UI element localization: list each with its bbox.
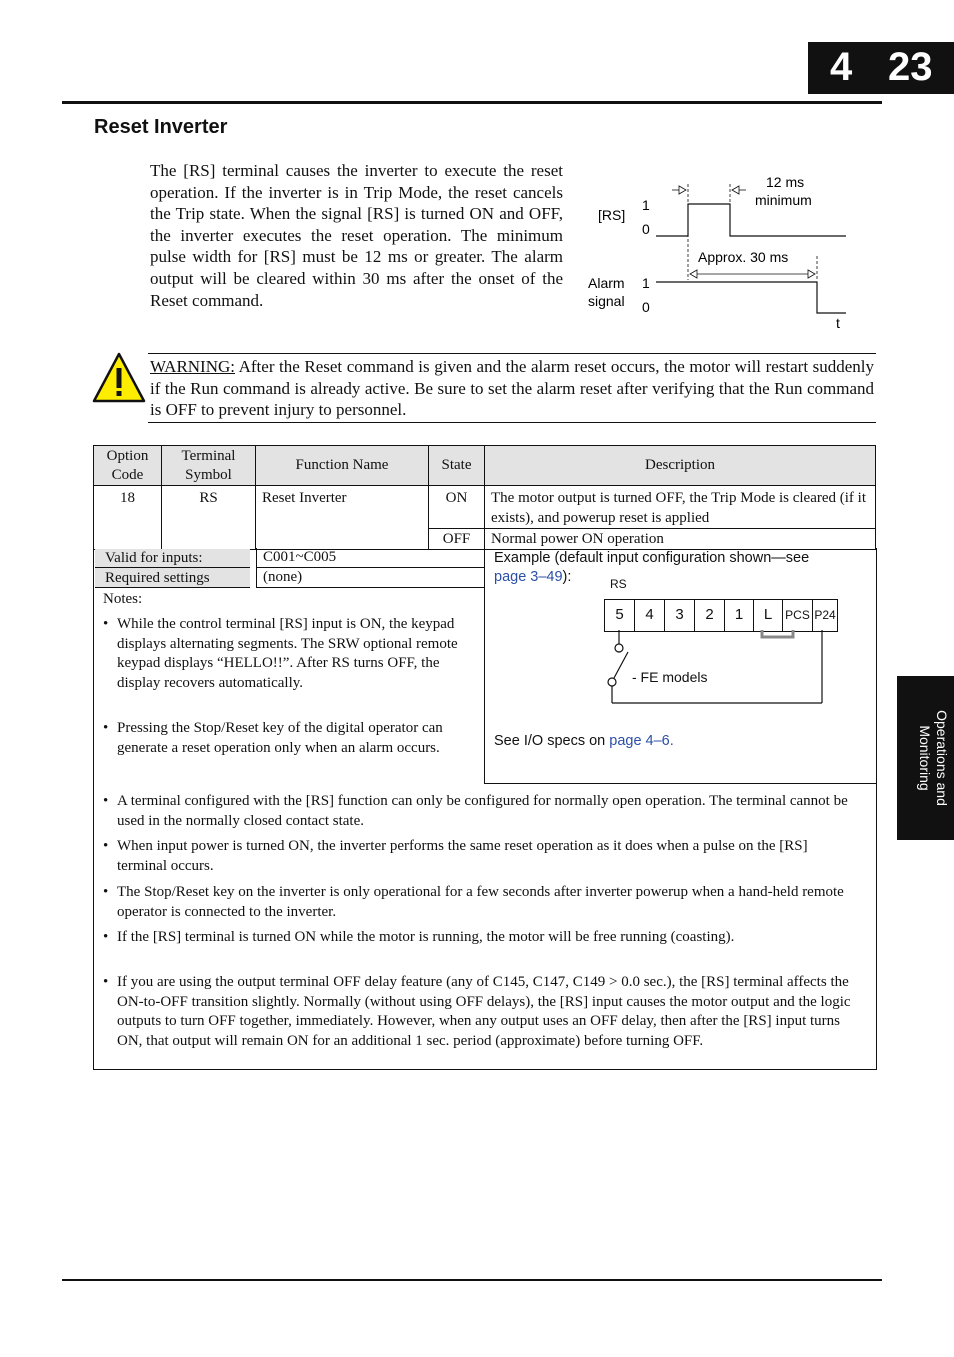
header-option-code: Option Code — [94, 446, 162, 486]
side-tab[interactable] — [897, 676, 954, 840]
details-box: Valid for inputs: Required settings C001~C005 (none) Notes: • While the control terminal [RS] input is ON, the keypad displays alternating segments. The SRW optional remote keypad displays “HELLO!!”. After RS turns OFF, the display recovers automatically. • Pressing the Stop/Reset key of the digital operator can generate a reset operation only when an alarm occurs. Example (default input configuration shown—see page 3–49): RS 5 4 3 2 1 L PCS P24 - FE models See I/O specs on page 4–6. • A terminal configured with the [RS] function can only be configured for normally open operation. The terminal cannot be used in the normally closed contact state. • When input power is turned ON, the inverter performs the same reset operation as it does when a pulse on the [RS] terminal occurs. • The Stop/Reset key on the inverter is only operational for a few seconds after inverter powerup when a hand-held remote operator is connected to the inverter. • If the [RS] terminal is turned ON while the motor is running, the motor will be free running (coasting). • If you are using the output terminal OFF delay feature (any of C145, C147, C149 > 0.0 sec.), the [RS] terminal affects the ON-to-OFF transition slightly. Normally (without using OFF delays), the [RS] input causes the motor output and the logic outputs to turn OFF together, immediately. However, when any output uses an OFF delay, then after the [RS] input turns ON, that output will remain ON for an additional 1 sec. period (approximate) before turning OFF. — [93, 548, 877, 1070]
cell-terminal-symbol: RS — [162, 486, 256, 550]
chapter-page-badge — [808, 42, 954, 94]
side-tab-label: Operations and Monitoring — [917, 710, 950, 806]
cell-desc-off: Normal power ON operation — [485, 529, 876, 550]
required-settings-label: Required settings — [105, 570, 210, 586]
valid-inputs-label: Valid for inputs: — [105, 550, 203, 566]
cell-desc-on: The motor output is turned OFF, the Trip Mode is cleared (if it exists), and powerup reset is applied — [485, 486, 876, 529]
chapter-number: 4 — [830, 45, 853, 89]
warning-body: After the Reset command is given and the alarm reset occurs, the motor will restart suddenly if the Run command is already active. Be sure to set the alarm reset after verifying that the Run command is OFF to prevent injury to personnel. — [150, 357, 874, 419]
section-title: Reset Inverter — [94, 116, 228, 138]
page-3-49-link[interactable]: page 3–49 — [494, 569, 563, 585]
terminal-1: 1 — [725, 600, 754, 631]
min-width-label-2: minimum — [755, 192, 812, 208]
alarm-level-high: 1 — [642, 275, 650, 291]
table-row — [94, 486, 876, 529]
label-divider — [256, 548, 257, 588]
cell-option-code: 18 — [94, 486, 162, 550]
page-4-6-link[interactable]: page 4–6. — [609, 733, 674, 749]
valid-inputs-label-cell — [95, 549, 250, 568]
terminal-4: 4 — [635, 600, 665, 631]
warning-icon — [92, 352, 146, 404]
rs-signal-label: [RS] — [598, 207, 626, 223]
terminal-3: 3 — [665, 600, 695, 631]
terminal-5: 5 — [605, 600, 635, 631]
terminal-p24: P24 — [814, 608, 836, 622]
terminal-l: L — [754, 600, 783, 631]
terminal-pcs: PCS — [783, 600, 813, 631]
rs-level-low: 0 — [642, 221, 650, 237]
required-settings-label-cell — [95, 568, 250, 588]
header-state: State — [429, 446, 485, 486]
time-axis-label: t — [836, 315, 840, 331]
header-description: Description — [485, 446, 876, 486]
example-caption: Example (default input configuration shown—see page 3–49): — [494, 550, 810, 585]
function-table — [93, 445, 876, 550]
notes-label: Notes: — [103, 591, 143, 607]
table-header-row — [94, 446, 876, 486]
header-function-name: Function Name — [256, 446, 429, 486]
cell-function-name: Reset Inverter — [256, 486, 429, 550]
page-number: 23 — [888, 45, 933, 89]
bottom-divider — [62, 1279, 882, 1281]
warning-label: WARNING: — [150, 357, 235, 376]
cell-state-off: OFF — [429, 529, 485, 550]
min-width-label-1: 12 ms — [766, 174, 805, 190]
approx-30ms-label: Approx. 30 ms — [698, 249, 789, 265]
alarm-signal-label-1: Alarm — [588, 275, 625, 291]
valid-inputs-value: C001~C005 — [263, 549, 337, 565]
example-panel — [484, 548, 877, 784]
io-specs-text: See I/O specs on page 4–6. — [494, 733, 674, 749]
rs-terminal-tag: RS — [610, 577, 627, 591]
warning-text — [150, 356, 874, 421]
rs-level-high: 1 — [642, 197, 650, 213]
fe-models-label: - FE models — [632, 669, 708, 685]
alarm-signal-label-2: signal — [588, 293, 625, 309]
timing-diagram — [580, 170, 860, 335]
warning-rule-bottom — [148, 422, 876, 423]
cell-state-on: ON — [429, 486, 485, 529]
alarm-level-low: 0 — [642, 299, 650, 315]
top-divider — [62, 101, 882, 104]
terminal-strip — [604, 599, 838, 632]
header-terminal-symbol: Terminal Symbol — [162, 446, 256, 486]
terminal-2: 2 — [695, 600, 725, 631]
warning-rule-top — [148, 353, 876, 354]
intro-paragraph: The [RS] terminal causes the inverter to execute the reset operation. If the inverter is in Trip Mode, the reset cancels the Trip state. When the signal [RS] is turned ON and OFF, the inverter executes the reset operation. The minimum pulse width for [RS] must be 12 ms or greater. The alarm output will be cleared within 30 ms after the onset of the Reset command. — [150, 161, 563, 310]
required-settings-value: (none) — [263, 569, 303, 585]
